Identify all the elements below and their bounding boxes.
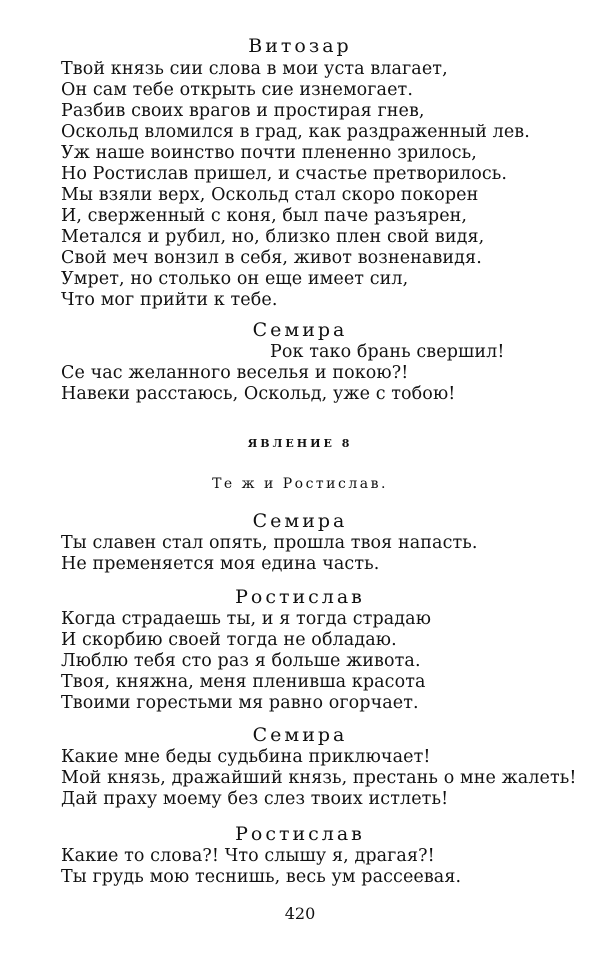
speaker-name: Витозар	[248, 35, 352, 57]
verse-line: Но Ростислав пришел, и счастье претворилось.	[61, 164, 508, 184]
speaker-name: Ростислав	[235, 823, 365, 845]
verse-line: Мы взяли верх, Оскольд стал скоро покорен	[61, 185, 479, 205]
verse-line: Дай праху моему без слез твоих истлеть!	[61, 789, 449, 809]
verse-line: Мой князь, дражайший князь, престань о мне жалеть!	[61, 768, 577, 788]
verse-line: Люблю тебя сто раз я больше живота.	[61, 651, 421, 671]
verse-line: Твой князь сии слова в мои уста влагает,	[61, 59, 448, 79]
verse-line: Твоими горестьми мя равно огорчает.	[61, 693, 419, 713]
speaker-name: Ростислав	[235, 586, 365, 608]
verse-line: Когда страдаешь ты, и я тогда страдаю	[61, 609, 432, 629]
verse-line: Твоя, княжна, меня пленивша красота	[61, 672, 426, 692]
scene-heading: ЯВЛЕНИЕ 8	[247, 437, 353, 450]
verse-line: Ты грудь мою теснишь, весь ум рассеевая.	[61, 867, 462, 887]
verse-line: Ты славен стал опять, прошла твоя напасть.	[61, 533, 478, 553]
verse-line: Разбив своих врагов и простирая гнев,	[61, 101, 425, 121]
verse-line: Что мог прийти к тебе.	[61, 290, 278, 310]
verse-line: И скорбию своей тогда не обладаю.	[61, 630, 397, 650]
verse-line-continuation: Рок тако брань свершил!	[270, 342, 505, 362]
verse-line: Какие мне беды судьбина приключает!	[61, 747, 431, 767]
stage-direction: Те ж и Ростислав.	[212, 476, 388, 492]
verse-line: Се час желанного веселья и покою?!	[61, 363, 409, 383]
verse-line: Какие то слова?! Что слышу я, драгая?!	[61, 846, 435, 866]
speaker-name: Семира	[252, 724, 348, 746]
page-number: 420	[284, 904, 316, 923]
speaker-name: Семира	[252, 510, 348, 532]
verse-line: Уж наше воинство почти плененно зрилось,	[61, 143, 477, 163]
verse-line: Навеки расстаюсь, Оскольд, уже с тобою!	[61, 384, 456, 404]
verse-line: Он сам тебе открыть сие изнемогает.	[61, 80, 413, 100]
verse-line: Оскольд вломился в град, как раздраженный лев.	[61, 122, 530, 142]
verse-line: Свой меч вонзил в себя, живот возненавидя.	[61, 248, 482, 268]
verse-line: Метался и рубил, но, близко плен свой видя,	[61, 227, 485, 247]
speaker-name: Семира	[252, 319, 348, 341]
verse-line: Не пременяется моя едина часть.	[61, 554, 380, 574]
verse-line: Умрет, но столько он еще имеет сил,	[61, 269, 409, 289]
verse-line: И, сверженный с коня, был паче разъярен,	[61, 206, 468, 226]
